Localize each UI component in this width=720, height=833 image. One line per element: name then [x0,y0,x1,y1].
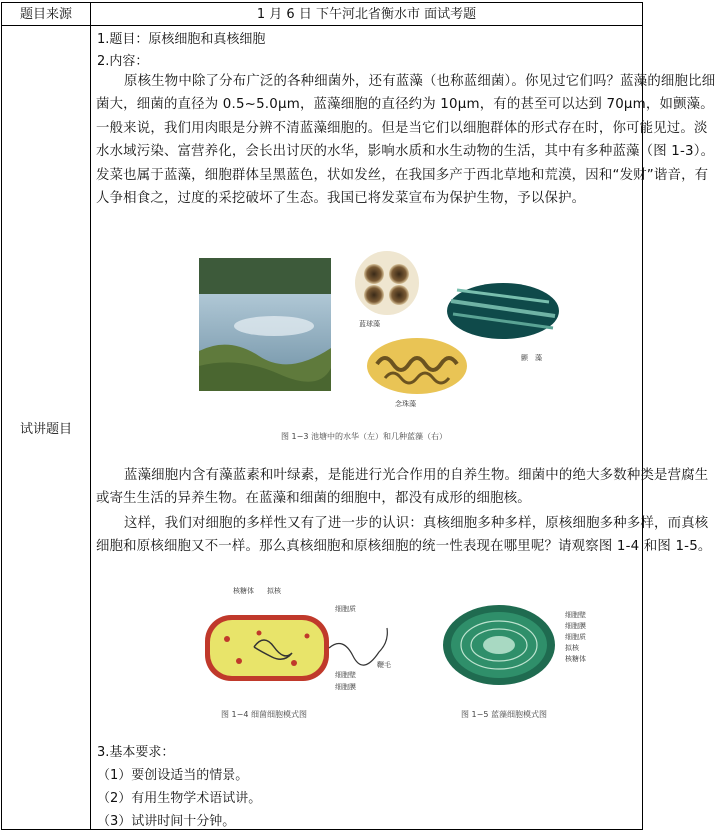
chroococcus-photo [355,251,419,328]
label-cell-membrane-2: 细胞膜 [565,622,586,630]
figure-1-4-1-5 [199,581,619,726]
oscillatoria-photo [447,283,559,362]
figure-1-3 [199,256,571,446]
label-oscillatoria: 颤 藻 [521,354,542,362]
label-cell-wall: 细胞壁 [335,671,356,679]
label-cell-wall-2: 细胞壁 [565,611,586,619]
label-cytoplasm-2: 细胞质 [565,633,586,641]
requirement-2: （2）有用生物学术语试讲。 [97,791,262,806]
figure-1-3-caption: 图 1−3 池塘中的水华（左）和几种蓝藻（右） [281,432,447,441]
exam-table [1,2,716,830]
label-ribosome: 核糖体 [233,587,254,595]
requirements-title: 3.基本要求： [97,745,175,760]
label-nucleoid: 拟核 [267,587,281,595]
label-flagellum: 鞭毛 [377,661,391,669]
source-value: 1 月 6 日 下午河北省衡水市 面试考题 [91,3,643,26]
bacteria-cell-diagram [205,586,391,719]
figure-1-4-caption: 图 1−4 细菌细胞模式图 [221,710,307,719]
title-line: 1.题目：原核细胞和真核细胞 [97,32,266,47]
label-cytoplasm: 细胞质 [335,605,356,613]
label-nucleoid-2: 拟核 [565,644,579,652]
paragraph-1: 原核生物中除了分布广泛的各种细菌外，还有蓝藻（也称蓝细菌）。你见过它们吗？蓝藻的细胞比细菌大，细菌的直径为 0.5~5.0μm，蓝藻细胞的直径约为 10μm，有的甚至可以达到 70μm，如颤藻。一般来说，我们用肉眼是分辨不清蓝藻细胞的。但是当它们以细胞群体的形式存在时，你可能见过。淡水水域污染、富营养化，会长出讨厌的水华，影响水质和水生动物的生活，其中有多种蓝藻（图 1-3）。发菜也属于蓝藻，细胞群体呈黑蓝色，状如发丝，在我国多产于西北草地和荒漠，因和“发财”谐音，有人争相食之，过度的采挖破坏了生态。我国已将发菜宣布为保护生物，予以保护。 [96,74,716,207]
paragraph-3: 这样，我们对细胞的多样性又有了进一步的认识：真核细胞多种多样，原核细胞多种多样，而真核细胞和原核细胞又不一样。那么真核细胞和原核细胞的统一性表现在哪里呢？请观察图 1-4 和图 1-5。 [96,516,712,555]
figure-1-5-caption: 图 1−5 蓝藻细胞模式图 [461,710,547,719]
requirement-1: （1）要创设适当的情景。 [97,768,249,783]
paragraph-2: 蓝藻细胞内含有藻蓝素和叶绿素，是能进行光合作用的自养生物。细菌中的绝大多数种类是营腐生或寄生生活的异养生物。在蓝藻和细菌的细胞中，都没有成形的细胞核。 [96,468,709,507]
content-row [2,26,643,830]
content-label: 2.内容： [97,54,149,69]
nostoc-photo [367,338,467,408]
source-label: 题目来源 [2,3,91,26]
label-nostoc: 念珠藻 [395,400,416,408]
label-chroococcus: 蓝球藻 [359,320,380,328]
header-row [2,3,643,26]
label-ribosome-2: 核糖体 [565,655,586,663]
requirement-3: （3）试讲时间十分钟。 [97,814,236,829]
cyanobacteria-cell-diagram [443,605,586,719]
row-label: 试讲题目 [2,26,91,830]
pond-photo [199,258,331,391]
label-cell-membrane: 细胞膜 [335,683,356,691]
content-cell [91,26,716,830]
